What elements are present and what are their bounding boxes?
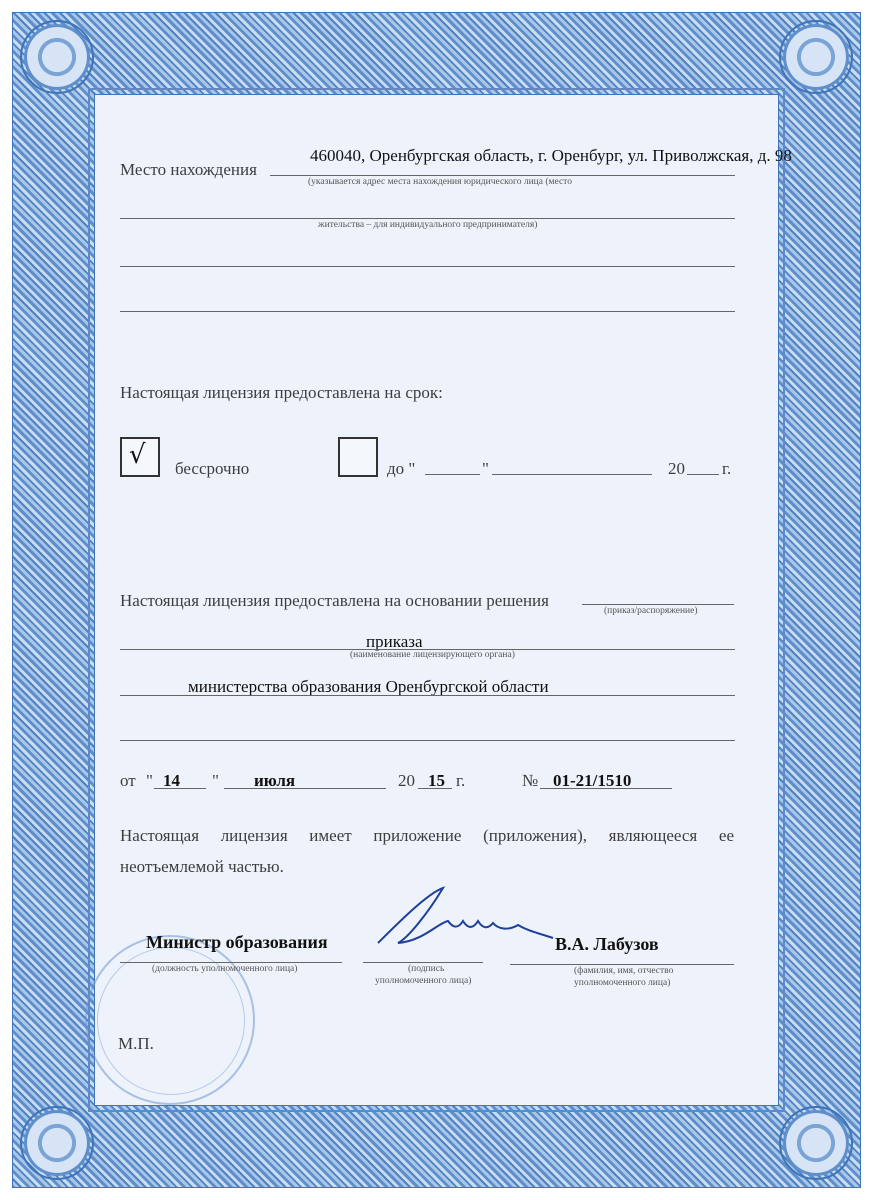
term-heading: Настоящая лицензия предоставлена на срок: bbox=[120, 383, 443, 402]
number-label: № bbox=[522, 771, 539, 790]
location-label: Место нахождения bbox=[120, 160, 257, 179]
handwritten-signature bbox=[368, 883, 558, 963]
until-year-suffix: г. bbox=[722, 459, 732, 478]
date-month: июля bbox=[254, 771, 296, 790]
corner-ornament-bottom-left bbox=[20, 1106, 94, 1180]
date-day-line bbox=[154, 788, 206, 789]
date-year-prefix: 20 bbox=[398, 771, 415, 790]
appendix-text-line-1: Настоящая лицензия имеет приложение (приложения), являющееся ее bbox=[120, 826, 734, 845]
until-month-line bbox=[492, 474, 652, 475]
basis-organ-line-3 bbox=[120, 740, 735, 741]
signatory-name: В.А. Лабузов bbox=[555, 934, 659, 954]
date-day: 14 bbox=[163, 771, 180, 790]
seal-label: М.П. bbox=[118, 1034, 154, 1053]
date-from-label: от bbox=[120, 771, 136, 790]
sign-hint-1: (подпись bbox=[408, 964, 445, 974]
basis-order-hint: (приказ/распоряжение) bbox=[604, 606, 698, 616]
sign-hint-2: уполномоченного лица) bbox=[375, 976, 472, 986]
name-line bbox=[510, 964, 734, 965]
indefinite-label: бессрочно bbox=[175, 459, 250, 478]
check-mark-icon: √ bbox=[129, 440, 146, 470]
date-open-quote: " bbox=[146, 771, 153, 790]
until-checkbox[interactable] bbox=[338, 437, 378, 477]
license-number: 01-21/1510 bbox=[553, 771, 632, 790]
until-label: до " bbox=[387, 459, 416, 478]
location-line-4 bbox=[120, 311, 735, 312]
location-hint-2: жительства – для индивидуального предпринимателя) bbox=[318, 220, 538, 230]
corner-ornament-top-left bbox=[20, 20, 94, 94]
basis-heading: Настоящая лицензия предоставлена на основании решения bbox=[120, 591, 549, 610]
position-hint: (должность уполномоченного лица) bbox=[152, 964, 298, 974]
sign-line bbox=[363, 962, 483, 963]
date-year-suffix: г. bbox=[456, 771, 466, 790]
signatory-position: Министр образования bbox=[146, 932, 328, 952]
corner-ornament-top-right bbox=[779, 20, 853, 94]
until-year-prefix: 20 bbox=[668, 459, 685, 478]
location-address: 460040, Оренбургская область, г. Оренбург, ул. Приволжская, д. 98 bbox=[310, 146, 792, 165]
number-line bbox=[540, 788, 672, 789]
official-seal-stamp bbox=[85, 935, 255, 1105]
until-day-line bbox=[425, 474, 480, 475]
date-year: 15 bbox=[428, 771, 445, 790]
appendix-text-line-2: неотъемлемой частью. bbox=[120, 857, 284, 876]
licensing-organ: министерства образования Оренбургской области bbox=[188, 677, 549, 696]
decision-type: приказа bbox=[366, 632, 423, 651]
location-line-1 bbox=[270, 175, 735, 176]
until-quote-close: " bbox=[482, 459, 489, 478]
date-close-quote: " bbox=[212, 771, 219, 790]
corner-ornament-bottom-right bbox=[779, 1106, 853, 1180]
until-year-line bbox=[687, 474, 719, 475]
location-line-2 bbox=[120, 218, 735, 219]
position-line bbox=[120, 962, 342, 963]
basis-order-line bbox=[582, 604, 734, 605]
basis-organ-hint: (наименование лицензирующего органа) bbox=[350, 650, 515, 660]
name-hint-2: уполномоченного лица) bbox=[574, 978, 671, 988]
location-line-3 bbox=[120, 266, 735, 267]
name-hint-1: (фамилия, имя, отчество bbox=[574, 966, 674, 976]
basis-organ-line-2 bbox=[120, 695, 735, 696]
date-year-line bbox=[418, 788, 452, 789]
location-hint-1: (указывается адрес места нахождения юридического лица (место bbox=[308, 177, 572, 187]
date-month-line bbox=[224, 788, 386, 789]
